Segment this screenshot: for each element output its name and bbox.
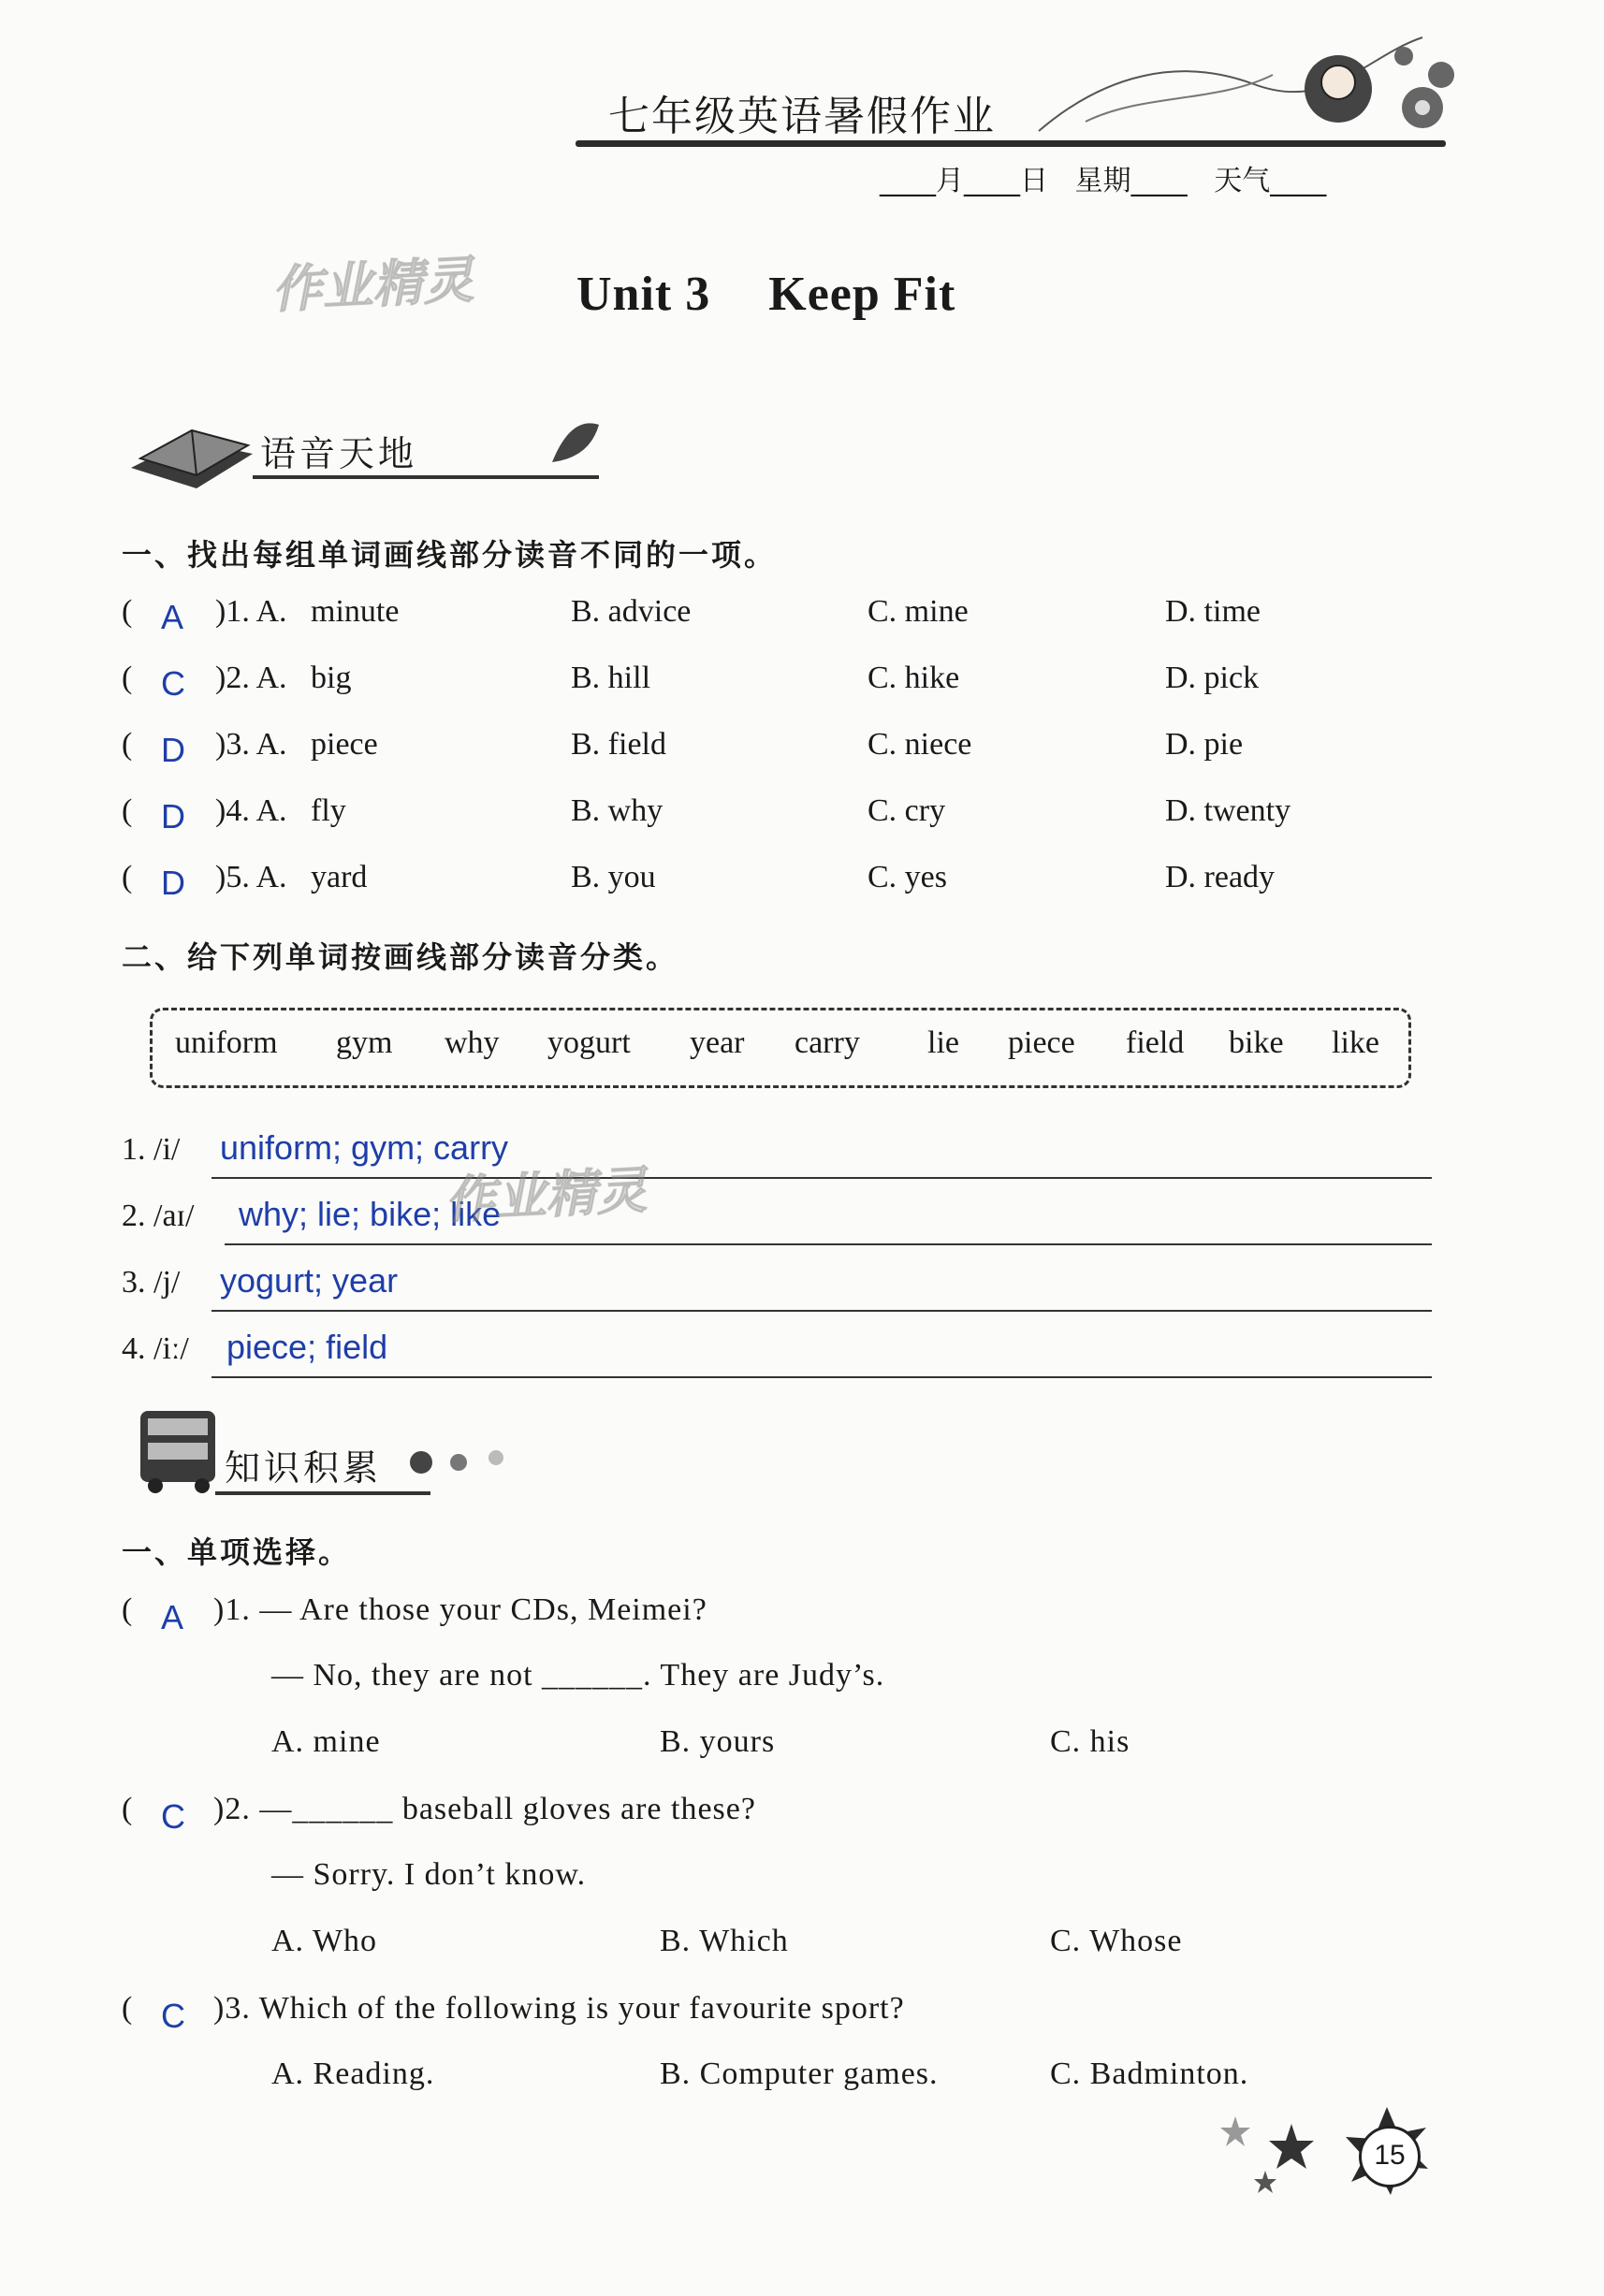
answer: C (161, 1997, 185, 2035)
unit-title (576, 267, 955, 322)
section-badge-phonics (122, 402, 608, 496)
question-line: )1. — Are those your CDs, Meimei? (213, 1592, 707, 1627)
answer: C (161, 1797, 185, 1836)
question-line: — Sorry. I don’t know. (271, 1857, 587, 1892)
option-b: B. you (571, 860, 656, 894)
book-title: 七年级英语暑假作业 (608, 93, 996, 140)
word: gym (336, 1025, 393, 1060)
option-b: B. why (571, 793, 663, 828)
word: uniform (175, 1025, 278, 1060)
word: piece (1008, 1025, 1075, 1060)
option-c: C. Badminton. (1050, 2056, 1249, 2091)
answer-line (211, 1310, 1432, 1312)
answer: A (161, 1598, 184, 1636)
option-b: B. Which (660, 1924, 789, 1958)
answer: why; lie; bike; like (239, 1195, 502, 1233)
option-b: B. hill (571, 661, 651, 695)
word: like (1332, 1025, 1379, 1060)
answer-line (225, 1243, 1432, 1245)
badge-underline (215, 1491, 430, 1495)
leaf-icon (543, 415, 608, 472)
classify-row (122, 1261, 1432, 1321)
option-a: big (311, 661, 352, 695)
option-a: minute (311, 594, 400, 629)
option-d: D. ready (1165, 860, 1276, 894)
part2-heading: 二、给下列单词按画线部分读音分类。 (122, 939, 679, 975)
word-box (150, 1008, 1411, 1088)
dots-icon (402, 1439, 533, 1486)
answer: A (161, 598, 184, 636)
option-b: B. Computer games. (660, 2056, 939, 2091)
answer: yogurt; year (220, 1261, 399, 1300)
option-a: fly (311, 793, 346, 828)
sound-label: 4. /iː/ (122, 1331, 189, 1366)
sound-label: 2. /aɪ/ (122, 1199, 195, 1233)
question-line: — No, they are not ______. They are Judy’s. (271, 1658, 885, 1693)
word: year (690, 1025, 745, 1060)
option-c: C. hike (868, 661, 960, 695)
classify-row (122, 1128, 1432, 1188)
date-weather-line: ____月____日 星期____ 天气____ (880, 165, 1327, 197)
list-item: ( D )4. A. fly B. why C. cry D. twenty (122, 793, 1291, 836)
watermark: 作业精灵 (270, 250, 475, 320)
badge-label: 知识积累 (225, 1447, 383, 1489)
option-c: C. cry (868, 793, 946, 828)
page-number: 15 (1359, 2126, 1421, 2187)
list-item: ( C )2. A. big B. hill C. hike D. pick (122, 661, 1260, 703)
unit-name: Keep Fit (768, 268, 956, 321)
bus-icon (122, 1403, 225, 1497)
badge-label: 语音天地 (260, 433, 418, 474)
option-a: piece (311, 727, 378, 762)
badge-underline (253, 475, 599, 479)
question-line: )2. —______ baseball gloves are these? (213, 1792, 756, 1826)
answer-line (211, 1177, 1432, 1179)
sound-label: 3. /j/ (122, 1265, 181, 1300)
sound-label: 1. /i/ (122, 1132, 181, 1167)
option-c: C. niece (868, 727, 972, 762)
part1-heading: 一、找出每组单词画线部分读音不同的一项。 (122, 537, 778, 573)
list-item: ( D )3. A. piece B. field C. niece D. pie (122, 727, 1244, 769)
answer: D (161, 797, 185, 836)
option-b: B. yours (660, 1724, 776, 1759)
answer: C (161, 664, 185, 703)
option-c: C. yes (868, 860, 947, 894)
word: field (1126, 1025, 1185, 1060)
header-decoration-icon (1029, 19, 1469, 150)
option-b: B. field (571, 727, 666, 762)
option-c: C. mine (868, 594, 969, 629)
option-a: A. Who (271, 1924, 378, 1958)
answer: piece; field (226, 1328, 388, 1366)
unit-number: Unit 3 (576, 268, 711, 321)
option-c: C. Whose (1050, 1924, 1183, 1958)
list-item: ( D )5. A. yard B. you C. yes D. ready (122, 860, 1276, 902)
option-c: C. his (1050, 1724, 1130, 1759)
option-d: D. time (1165, 594, 1261, 629)
classify-row (122, 1328, 1432, 1388)
question-line: )3. Which of the following is your favourite sport? (213, 1991, 905, 2026)
word: bike (1229, 1025, 1284, 1060)
word: carry (795, 1025, 860, 1060)
word: why (445, 1025, 500, 1060)
option-a: yard (311, 860, 368, 894)
answer: uniform; gym; carry (220, 1128, 509, 1167)
book-icon (122, 402, 262, 496)
option-a: A. mine (271, 1724, 381, 1759)
list-item: ( A )1. A. minute B. advice C. mine D. time (122, 594, 1261, 636)
section2-heading: 一、单项选择。 (122, 1534, 352, 1570)
word: lie (927, 1025, 959, 1060)
watermark: 作业精灵 (443, 1160, 649, 1230)
section-badge-knowledge (122, 1403, 533, 1497)
option-d: D. pie (1165, 727, 1244, 762)
word: yogurt (547, 1025, 631, 1060)
answer: D (161, 864, 185, 902)
option-d: D. pick (1165, 661, 1260, 695)
option-d: D. twenty (1165, 793, 1291, 828)
answer: D (161, 731, 185, 769)
option-a: A. Reading. (271, 2056, 435, 2091)
answer-line (211, 1376, 1432, 1378)
option-b: B. advice (571, 594, 692, 629)
header-rule (576, 140, 1446, 147)
